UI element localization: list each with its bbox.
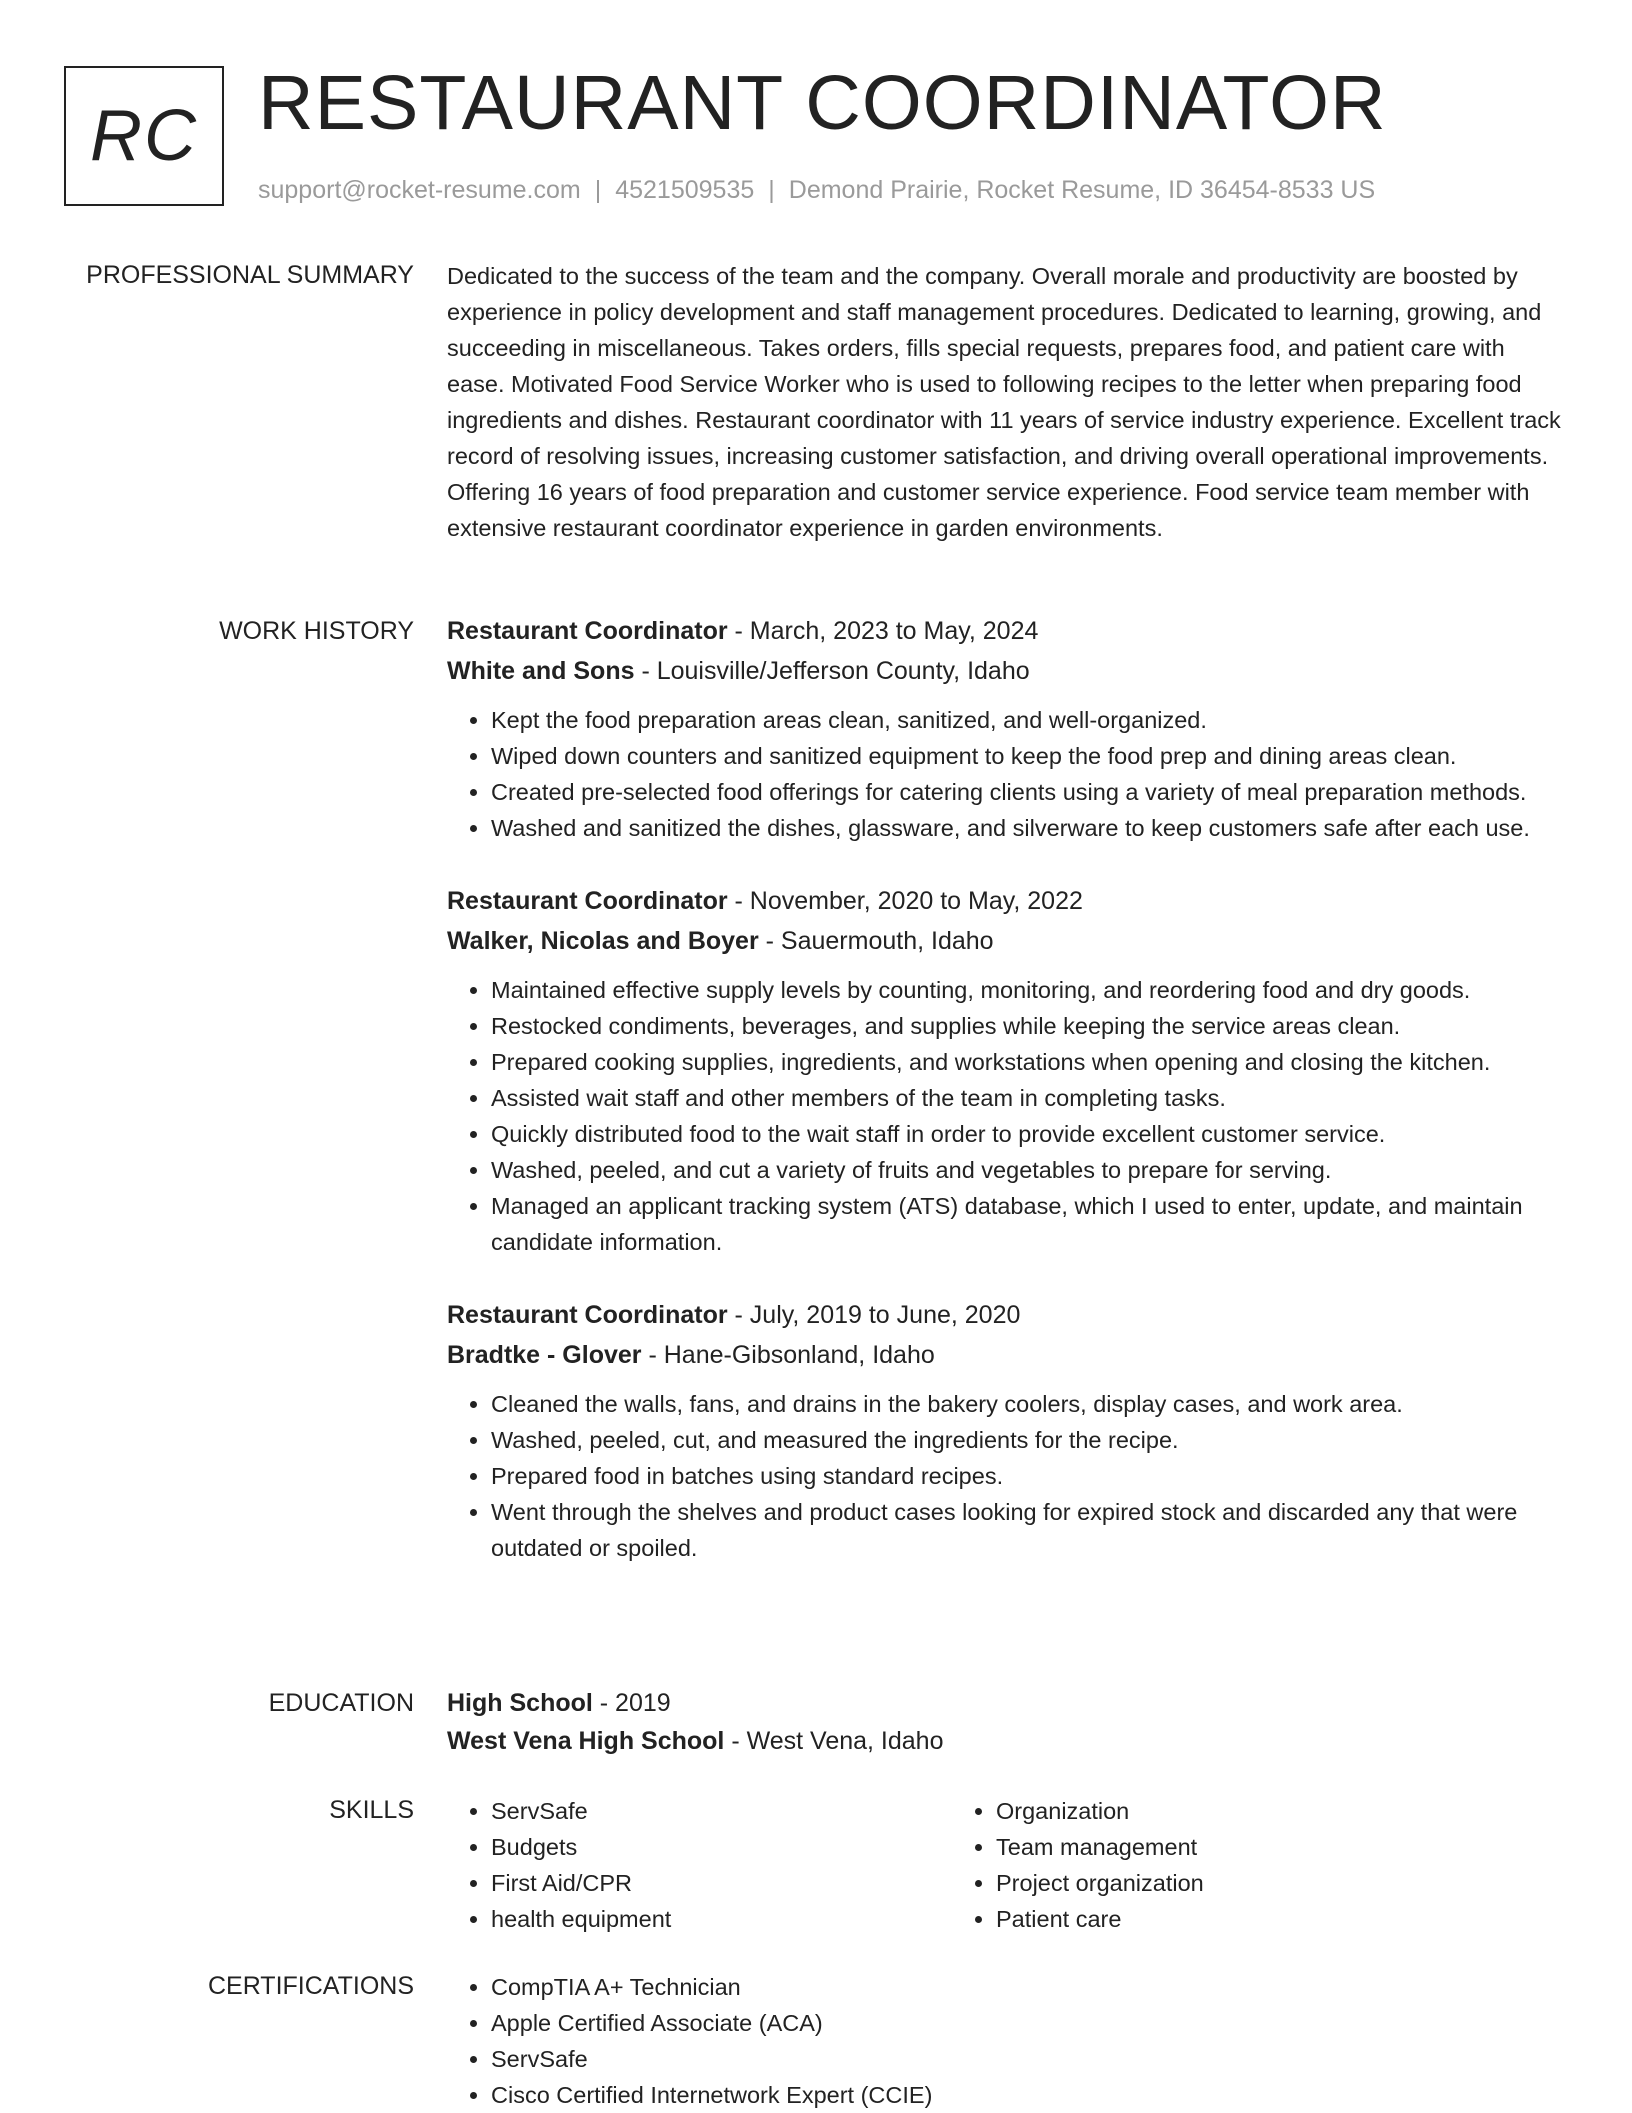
education-degree-line [447, 1686, 1562, 1720]
list-item: • Managed an applicant tracking system (ATS) database, which I used to enter, update, and maintain candidate information. [491, 1188, 1562, 1260]
education-year: - 2019 [592, 1689, 671, 1717]
skills-columns [447, 1793, 1562, 1937]
list-item: • Kept the food preparation areas clean, sanitized, and well-organized. [491, 702, 1562, 738]
job-dates: - July, 2019 to June, 2020 [727, 1301, 1021, 1329]
list-item: • Maintained effective supply levels by counting, monitoring, and reordering food and dry goods. [491, 972, 1562, 1008]
summary-text: Dedicated to the success of the team and the company. Overall morale and productivity are boosted by experience in policy development and staff management procedures. Dedicated to learning, growing, and succeeding in miscellaneous. Takes orders, fills special requests, prepares food, and patient care with ease. Motivated Food Service Worker who is used to following recipes to the letter when preparing food ingredients and dishes. Restaurant coordinator with 11 years of service industry experience. Excellent track record of resolving issues, increasing customer satisfaction, and driving overall operational improvements. Offering 16 years of food preparation and customer service experience. Food service team member with extensive restaurant coordinator experience in garden environments. [447, 263, 1561, 541]
job-dates: - March, 2023 to May, 2024 [727, 617, 1039, 645]
job-bullets [447, 972, 1562, 1260]
skills-list-b [952, 1793, 1452, 1937]
job-employer-line [447, 1338, 1562, 1372]
list-item: • Assisted wait staff and other members of the team in completing tasks. [491, 1080, 1562, 1116]
skills-list-a [447, 1793, 952, 1937]
list-item: • Went through the shelves and product cases looking for expired stock and discarded any that were outdated or spoiled. [491, 1494, 1562, 1566]
section-body [447, 1793, 1562, 1937]
section-body [447, 1969, 1562, 2113]
contact-phone: 4521509535 [615, 176, 755, 204]
list-item: • Quickly distributed food to the wait staff in order to provide excellent customer service. [491, 1116, 1562, 1152]
job-title: Restaurant Coordinator [447, 617, 728, 645]
contact-email: support@rocket-resume.com [258, 176, 581, 204]
job-title-line [447, 1298, 1562, 1332]
section-body [447, 1686, 1562, 1758]
job-entry [447, 884, 1562, 1260]
list-item: • Washed, peeled, cut, and measured the ingredients for the recipe. [491, 1422, 1562, 1458]
contact-separator: | [768, 176, 775, 204]
section-body [447, 258, 1562, 546]
list-item: • Team management [996, 1829, 1452, 1865]
section-label: EDUCATION [268, 1689, 414, 1717]
contact-separator: | [594, 176, 602, 204]
education-school: West Vena High School [447, 1727, 725, 1755]
list-item: • Prepared food in batches using standard recipes. [491, 1458, 1562, 1494]
section-label: WORK HISTORY [219, 617, 414, 645]
list-item: • ServSafe [491, 2041, 1562, 2077]
list-item: • Cleaned the walls, fans, and drains in the bakery coolers, display cases, and work area. [491, 1386, 1562, 1422]
education-school-line [447, 1724, 1562, 1758]
job-dates: - November, 2020 to May, 2022 [727, 887, 1083, 915]
list-item: • Washed and sanitized the dishes, glassware, and silverware to keep customers safe after each use. [491, 810, 1562, 846]
list-item: • Patient care [996, 1901, 1452, 1937]
list-item: • Created pre-selected food offerings for catering clients using a variety of meal preparation methods. [491, 774, 1562, 810]
contact-line [258, 174, 1375, 206]
job-title: Restaurant Coordinator [447, 1301, 728, 1329]
section-label: PROFESSIONAL SUMMARY [86, 261, 414, 289]
job-employer: Walker, Nicolas and Boyer [447, 927, 759, 955]
job-employer-line [447, 654, 1562, 688]
job-location: - Sauermouth, Idaho [758, 927, 994, 955]
job-entry [447, 614, 1562, 846]
list-item: • Prepared cooking supplies, ingredients, and workstations when opening and closing the kitchen. [491, 1044, 1562, 1080]
job-location: - Louisville/Jefferson County, Idaho [634, 657, 1030, 685]
monogram-text: RC [90, 96, 198, 176]
job-location: - Hane-Gibsonland, Idaho [641, 1341, 935, 1369]
job-title-line [447, 614, 1562, 648]
monogram-badge [64, 66, 224, 206]
job-employer-line [447, 924, 1562, 958]
section-label: CERTIFICATIONS [207, 1972, 414, 2000]
certifications-list [447, 1969, 1562, 2113]
section-body [447, 614, 1562, 1604]
list-item: • Budgets [491, 1829, 952, 1865]
list-item: • Organization [996, 1793, 1452, 1829]
list-item: • health equipment [491, 1901, 952, 1937]
job-bullets [447, 702, 1562, 846]
list-item: • Restocked condiments, beverages, and supplies while keeping the service areas clean. [491, 1008, 1562, 1044]
job-title-line [447, 884, 1562, 918]
resume-name: RESTAURANT COORDINATOR [258, 60, 1387, 146]
list-item: • ServSafe [491, 1793, 952, 1829]
job-entry [447, 1298, 1562, 1566]
education-degree: High School [447, 1689, 593, 1717]
section-label: SKILLS [329, 1796, 414, 1824]
education-location: - West Vena, Idaho [724, 1727, 944, 1755]
list-item: • Apple Certified Associate (ACA) [491, 2005, 1562, 2041]
list-item: • CompTIA A+ Technician [491, 1969, 1562, 2005]
job-employer: White and Sons [447, 657, 635, 685]
contact-address: Demond Prairie, Rocket Resume, ID 36454-8533 US [788, 176, 1376, 204]
list-item: • First Aid/CPR [491, 1865, 952, 1901]
job-title: Restaurant Coordinator [447, 887, 728, 915]
list-item: • Cisco Certified Internetwork Expert (CCIE) [491, 2077, 1562, 2113]
list-item: • Wiped down counters and sanitized equipment to keep the food prep and dining areas clean. [491, 738, 1562, 774]
job-employer: Bradtke - Glover [447, 1341, 642, 1369]
list-item: • Washed, peeled, and cut a variety of fruits and vegetables to prepare for serving. [491, 1152, 1562, 1188]
job-bullets [447, 1386, 1562, 1566]
list-item: • Project organization [996, 1865, 1452, 1901]
